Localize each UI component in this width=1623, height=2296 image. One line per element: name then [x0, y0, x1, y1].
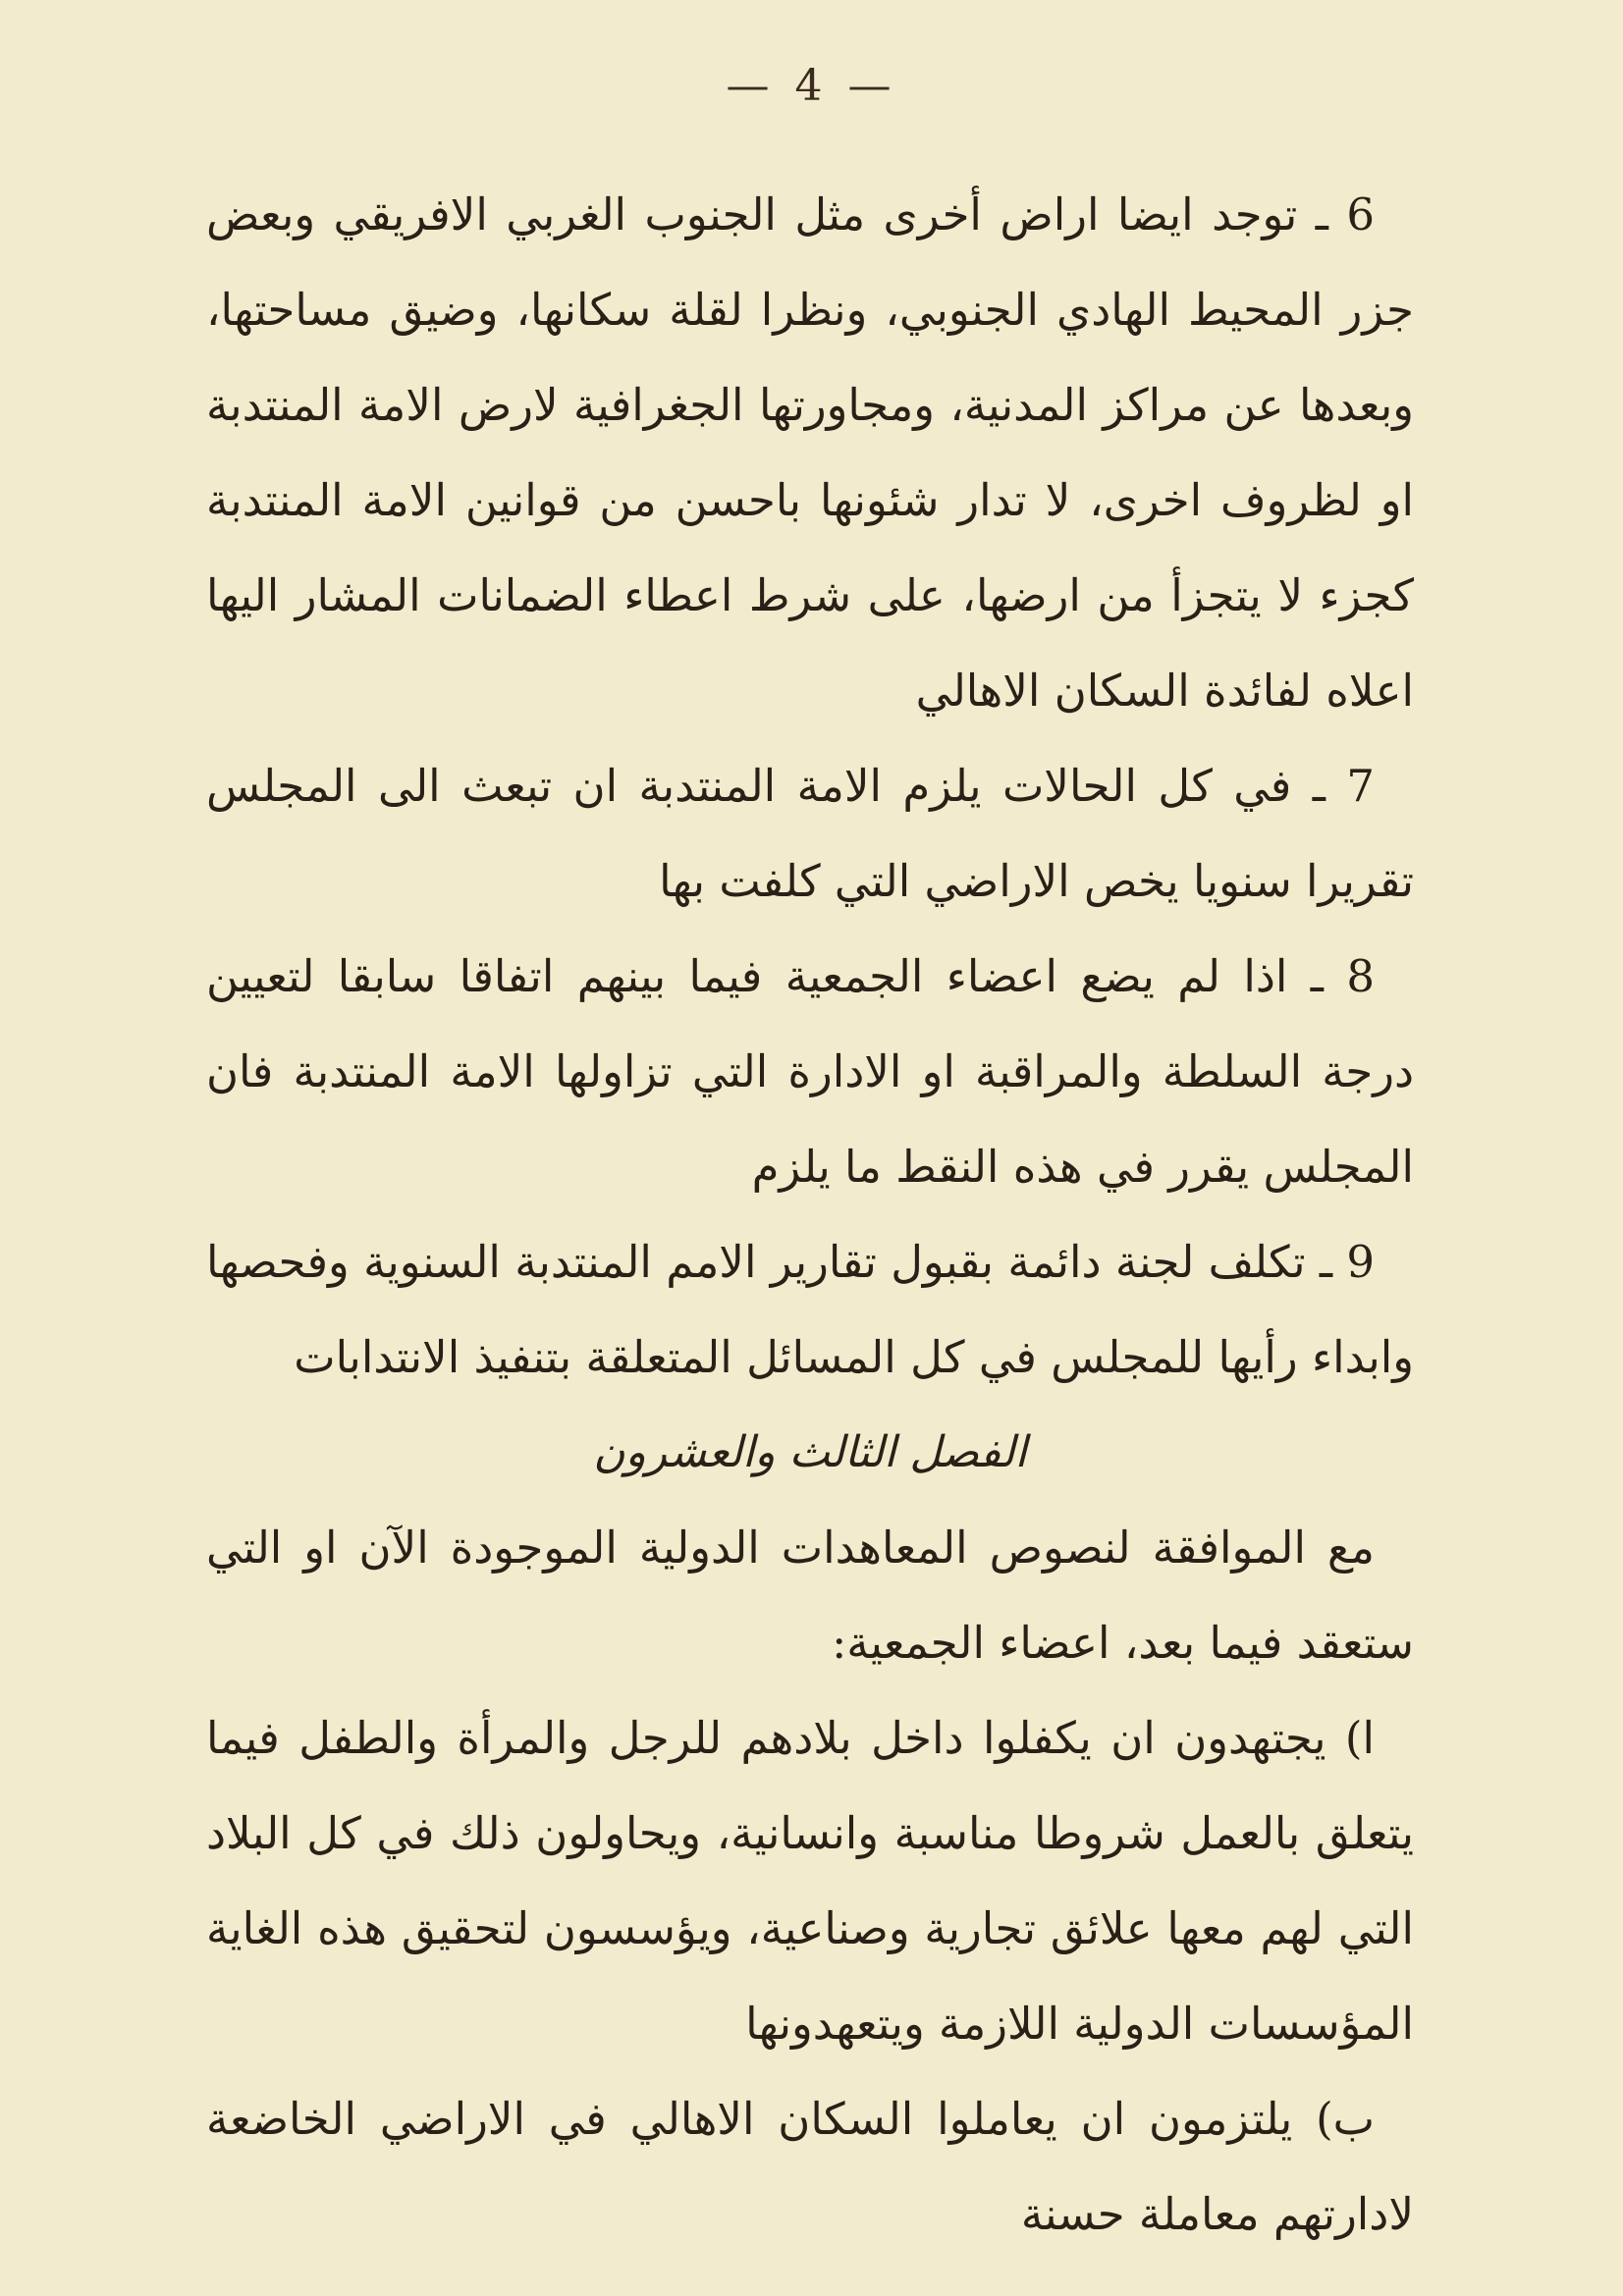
item-b: ب) يلتزمون ان يعاملوا السكان الاهالي في الاراضي الخاضعة لادارتهم معاملة حسنة	[206, 2093, 1414, 2240]
paragraph-8: 8 ـ اذا لم يضع اعضاء الجمعية فيما بينهم اتفاقا سابقا لتعيين درجة السلطة والمراقبة او الادارة التي تزاولها الامة المنتدبة فان المجلس يقرر في هذه النقط ما يلزم	[206, 950, 1414, 1193]
section-intro: مع الموافقة لنصوص المعاهدات الدولية الموجودة الآن او التي ستعقد فيما بعد، اعضاء الجمعية:	[206, 1522, 1414, 1669]
body-text	[206, 167, 1414, 2262]
section-heading: الفصل الثالث والعشرون	[593, 1427, 1027, 1477]
paragraph-6: 6 ـ توجد ايضا اراض أخرى مثل الجنوب الغربي الافريقي وبعض جزر المحيط الهادي الجنوبي، ونظرا لقلة سكانها، وضيق مساحتها، وبعدها عن مراكز المدنية، ومجاورتها الجغرافية لارض الامة المنتدبة او لظروف اخرى، لا تدار شئونها باحسن من قوانين الامة المنتدبة كجزء لا يتجزأ من ارضها، على شرط اعطاء الضمانات المشار اليها اعلاه لفائدة السكان الاهالي	[206, 188, 1414, 717]
item-a: ا) يجتهدون ان يكفلوا داخل بلادهم للرجل والمرأة والطفل فيما يتعلق بالعمل شروطا مناسبة وانسانية، ويحاولون ذلك في كل البلاد التي لهم معها علائق تجارية وصناعية، ويؤسسون لتحقيق هذه الغاية المؤسسات الدولية اللازمة ويتعهدونها	[206, 1712, 1414, 2050]
paragraph-7: 7 ـ في كل الحالات يلزم الامة المنتدبة ان تبعث الى المجلس تقريرا سنويا يخص الاراضي التي كلفت بها	[206, 760, 1414, 907]
paragraph-9: 9 ـ تكلف لجنة دائمة بقبول تقارير الامم المنتدبة السنوية وفحصها وابداء رأيها للمجلس في كل المسائل المتعلقة بتنفيذ الانتدابات	[206, 1236, 1414, 1383]
page-number: — 4 —	[726, 61, 897, 111]
